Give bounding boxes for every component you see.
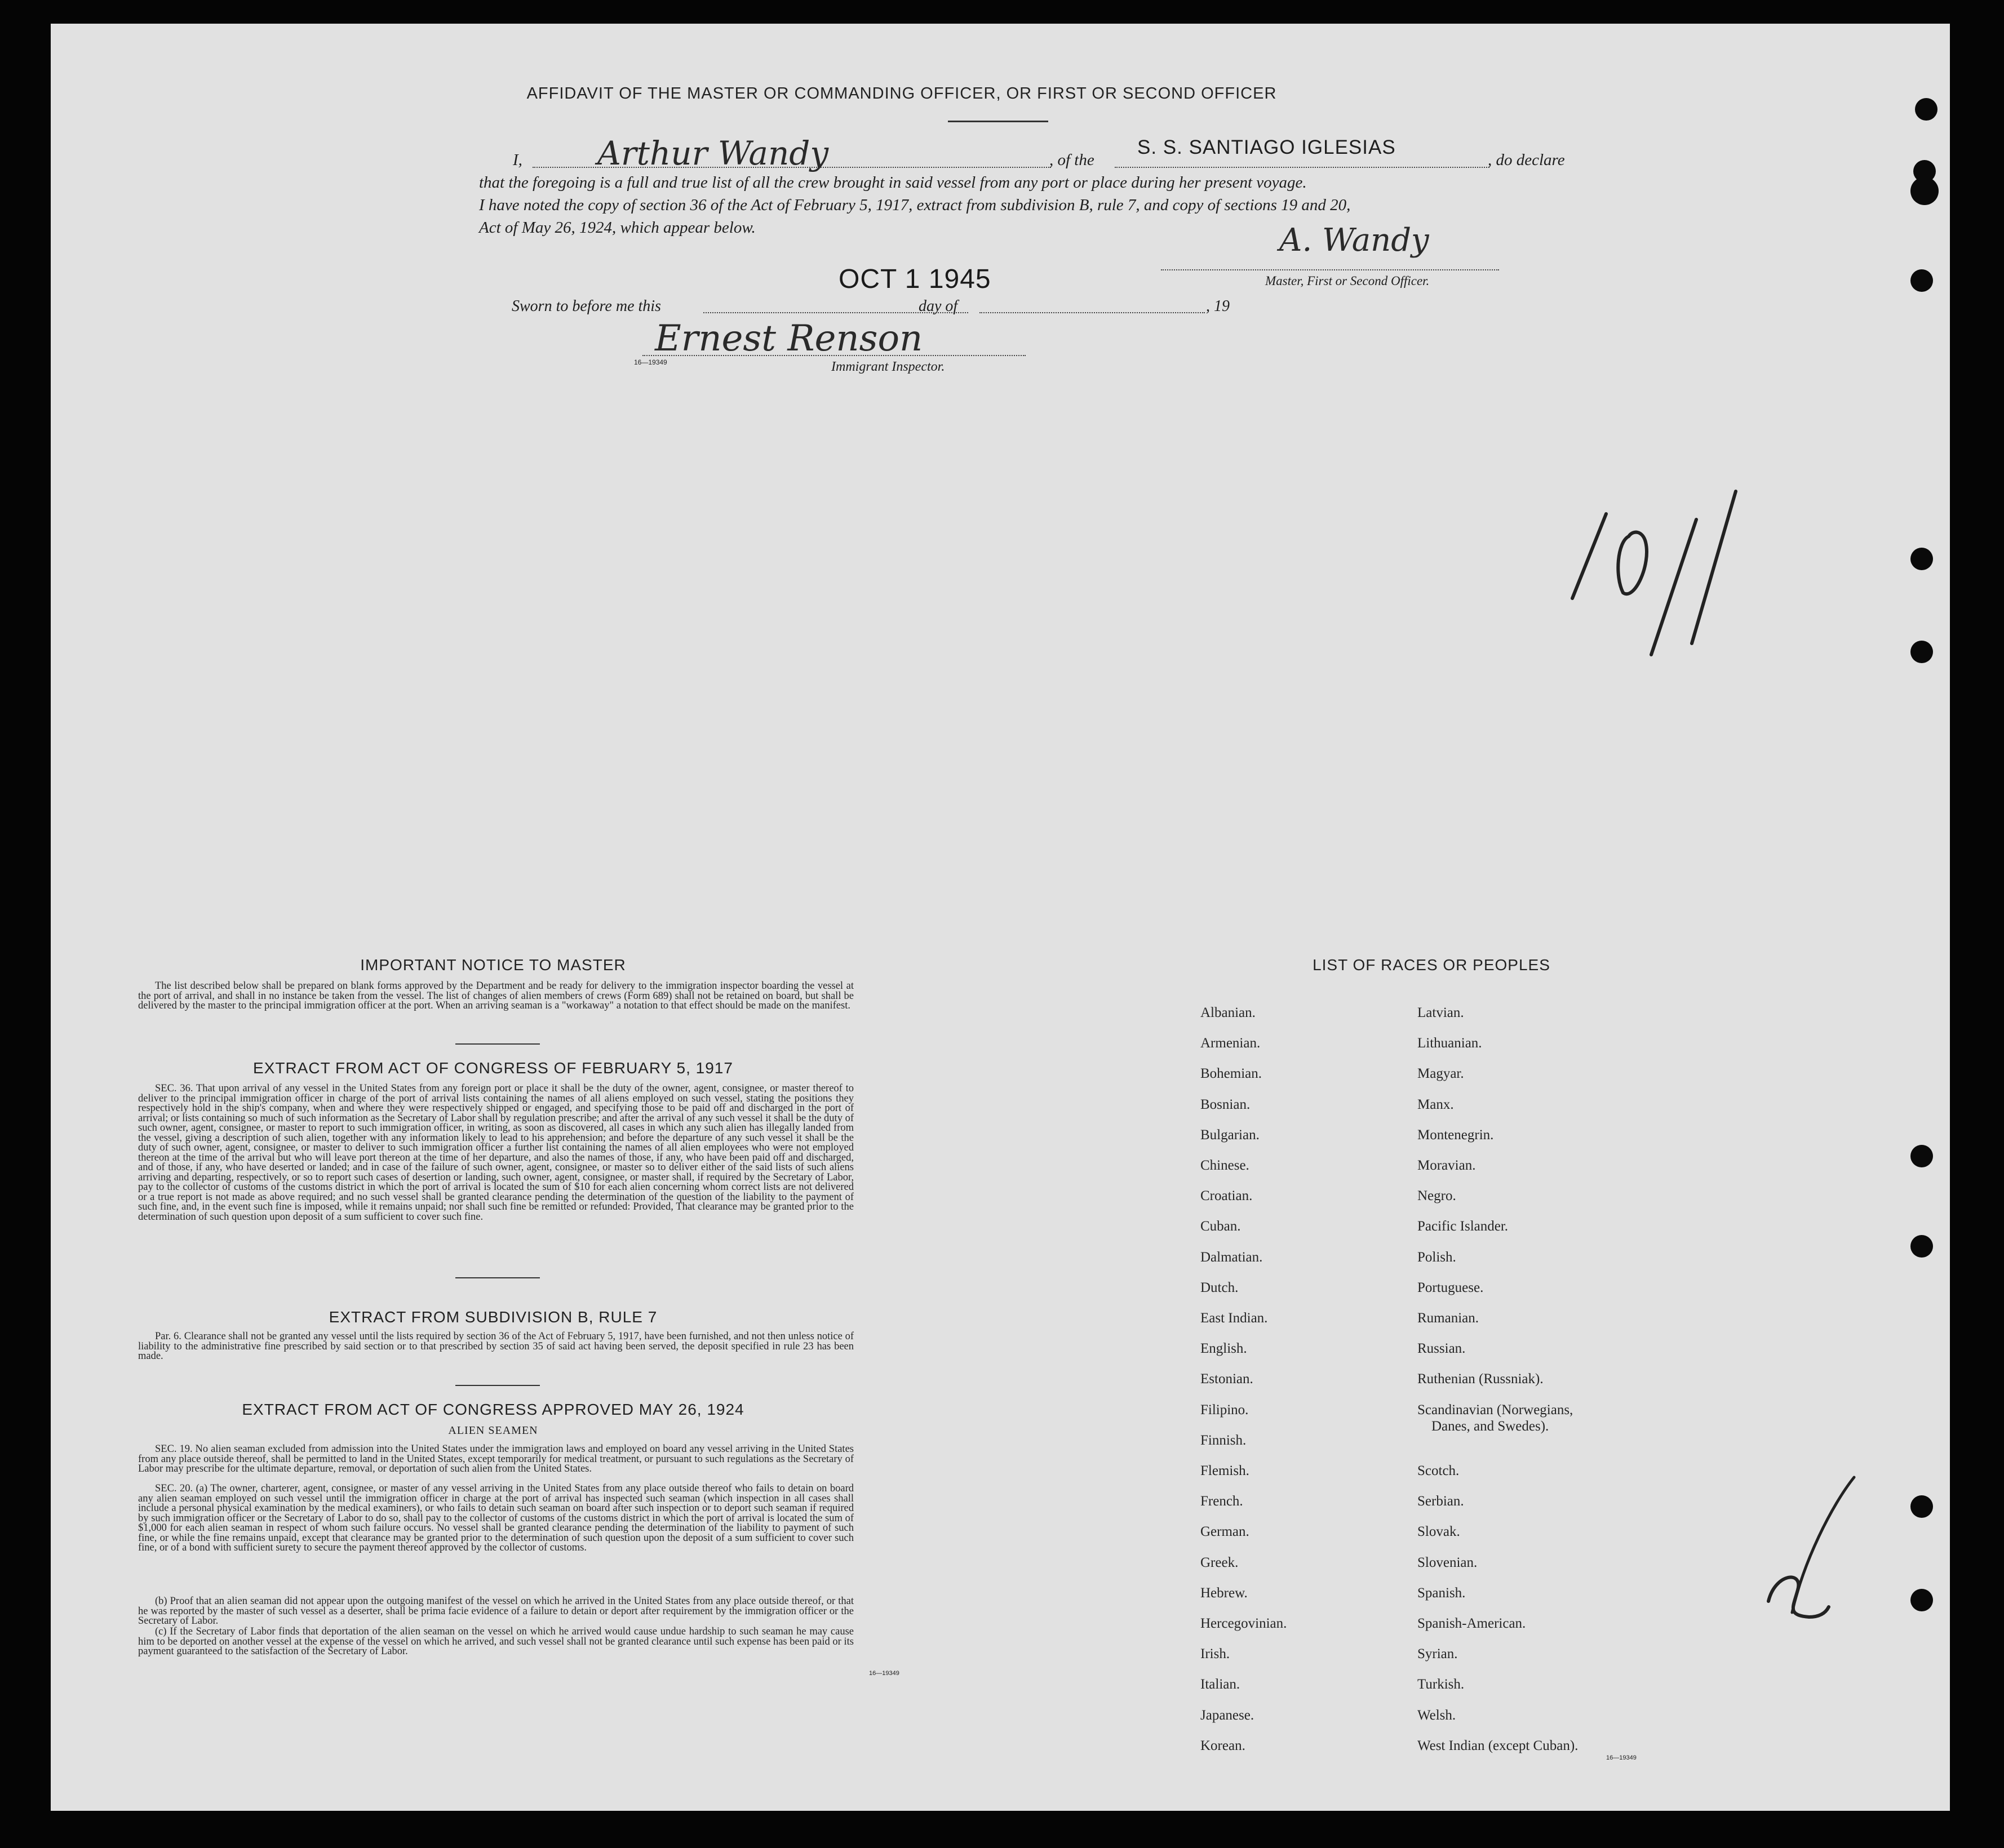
punch-hole — [1910, 1495, 1933, 1518]
race-item: Finnish. — [1200, 1432, 1247, 1448]
race-item: West Indian (except Cuban). — [1417, 1738, 1579, 1753]
sec-20a-body: SEC. 20. (a) The owner, charterer, agent, consignee, or master of any vessel arriving in the United States from any place outside thereof who fails to detain on board any alien seaman employed on such vessel until the immigration officer in charge at the port of arrival has inspected such seaman (which inspection in all cases shall include a personal physical examination by the medical examiners), or who fails to detain such seaman on board after such inspection or to deport such seaman if required by such immigration officer or the Secretary of Labor to do so, shall pay to the collector of customs of the customs district in which the port of arrival is located the sum of $1,000 for each alien seaman in respect of whom such failure occurs. No vessel shall be granted clearance pending the determination of the liability to payment of such fine, or while the fine remains unpaid, except that clearance may be granted prior to the determination of such question upon the deposit of a sum sufficient to cover such fine, or of a bond with sufficient surety to secure the payment thereof approved by the collector of customs. — [138, 1483, 854, 1553]
rule-7-body: Par. 6. Clearance shall not be granted any vessel until the lists required by section 36 of the Act of February 5, 1917, have been furnished, and not then unless notice of liability to the administrative fine prescribed by said section or to that prescribed by section 35 of said act having been served, the deposit specified in rule 23 has been made. — [138, 1331, 854, 1362]
race-item: Magyar. — [1417, 1066, 1464, 1082]
race-item: Pacific Islander. — [1417, 1219, 1509, 1234]
race-item: Chinese. — [1200, 1158, 1249, 1173]
race-item: Rumanian. — [1417, 1311, 1479, 1326]
race-item: Korean. — [1200, 1738, 1245, 1753]
race-item: Filipino. — [1200, 1402, 1249, 1418]
race-item: Armenian. — [1200, 1036, 1261, 1051]
extract-1924-title: EXTRACT FROM ACT OF CONGRESS APPROVED MAY 26, 1924 — [242, 1401, 744, 1418]
extract-1917-title: EXTRACT FROM ACT OF CONGRESS OF FEBRUARY 5, 1917 — [253, 1059, 733, 1077]
race-item: German. — [1200, 1524, 1249, 1540]
race-item: Slovak. — [1417, 1524, 1460, 1540]
sec-19-body: SEC. 19. No alien seaman excluded from admission into the United States under the immigration laws and employed on board any vessel arriving in the United States from any place outside thereof, shall be permitted to land in the United States, except temporarily for medical treatment, or pursuant to such regulations as the Secretary of Labor may prescribe for the ultimate departure, removal, or deportation of such alien from the United States. — [138, 1443, 854, 1474]
alien-seamen-subtitle: ALIEN SEAMEN — [448, 1424, 538, 1437]
race-item: Spanish-American. — [1417, 1616, 1526, 1631]
race-item: English. — [1200, 1341, 1247, 1357]
affidavit-i-label: I, — [513, 151, 522, 169]
race-item: Hebrew. — [1200, 1585, 1248, 1601]
race-item: Bulgarian. — [1200, 1127, 1260, 1143]
race-item: Portuguese. — [1417, 1280, 1484, 1295]
day-of-label: day of — [919, 297, 958, 315]
rule-7-title: EXTRACT FROM SUBDIVISION B, RULE 7 — [329, 1308, 658, 1326]
sworn-month-line — [979, 312, 1205, 313]
notice-body: The list described below shall be prepared on blank forms approved by the Department and be ready for delivery to the immigration inspector boarding the vessel at the port of arrival, and shall in no instance be taken from the vessel. The list of changes of alien members of crews (Form 689) shall not be retained on board, but shall be delivered by the master to the principal immigration officer at the port. When an arriving seaman is a "workaway" a notation to that effect should be made on the manifest. — [138, 980, 854, 1011]
race-item: Flemish. — [1200, 1463, 1249, 1478]
race-item: Scotch. — [1417, 1463, 1460, 1478]
race-item: Lithuanian. — [1417, 1036, 1482, 1051]
race-item: Moravian. — [1417, 1158, 1476, 1173]
race-item: Montenegrin. — [1417, 1127, 1494, 1143]
race-item: Scandinavian (Norwegians, — [1417, 1402, 1573, 1418]
race-item: Polish. — [1417, 1249, 1456, 1265]
punch-hole — [1915, 98, 1938, 121]
races-title: LIST OF RACES OR PEOPLES — [1313, 956, 1550, 974]
sec-20c-body: (c) If the Secretary of Labor finds that deportation of the alien seaman on the vessel on which he arrived would cause undue hardship to such seaman he may cause him to be deported on another vessel at the expense of the vessel on which he arrived, and such vessel shall not be granted clearance until such expense has been paid or its payment guaranteed to the satisfaction of the Secretary of Labor. — [138, 1626, 854, 1657]
race-item: Dutch. — [1200, 1280, 1239, 1295]
race-item: Negro. — [1417, 1188, 1456, 1204]
sworn-label: Sworn to before me this — [512, 297, 661, 315]
race-item: Spanish. — [1417, 1585, 1466, 1601]
do-declare-label: , do declare — [1488, 151, 1565, 169]
race-item: Dalmatian. — [1200, 1249, 1263, 1265]
race-item: Italian. — [1200, 1677, 1240, 1692]
form-number: 16—19349 — [1606, 1754, 1637, 1761]
race-item: Serbian. — [1417, 1494, 1464, 1509]
master-line — [1161, 269, 1499, 270]
inspector-caption: Immigrant Inspector. — [831, 359, 945, 374]
form-number: 16—19349 — [869, 1670, 899, 1677]
punch-hole — [1910, 177, 1939, 205]
inspector-signature: Ernest Renson — [655, 318, 923, 359]
vessel-name: S. S. SANTIAGO IGLESIAS — [1137, 136, 1396, 158]
divider — [455, 1043, 540, 1045]
race-item: Bohemian. — [1200, 1066, 1262, 1082]
race-item: Albanian. — [1200, 1005, 1256, 1020]
affidavit-title: AFFIDAVIT OF THE MASTER OR COMMANDING OFFICER, OR FIRST OR SECOND OFFICER — [526, 85, 1277, 103]
punch-hole — [1910, 1235, 1933, 1258]
race-item: French. — [1200, 1494, 1243, 1509]
affidavit-line-3: I have noted the copy of section 36 of the Act of February 5, 1917, extract from subdivision B, rule 7, and copy of sections 19 and 20, — [479, 196, 1351, 214]
race-item: Slovenian. — [1417, 1554, 1478, 1570]
affidavit-line-4: Act of May 26, 1924, which appear below. — [479, 219, 756, 237]
punch-hole — [1910, 641, 1933, 663]
year-label: , 19 — [1206, 297, 1230, 315]
race-item: Danes, and Swedes). — [1431, 1419, 1549, 1434]
divider — [455, 1277, 540, 1278]
race-item: Ruthenian (Russniak). — [1417, 1371, 1544, 1387]
divider — [948, 121, 1048, 122]
race-item: Croatian. — [1200, 1188, 1253, 1204]
punch-hole — [1910, 1145, 1933, 1167]
race-item: Latvian. — [1417, 1005, 1464, 1020]
divider — [455, 1385, 540, 1386]
form-number: 16—19349 — [634, 358, 667, 366]
punch-hole — [1910, 1589, 1933, 1611]
race-item: Syrian. — [1417, 1646, 1458, 1662]
inspector-line — [642, 355, 1026, 356]
race-item: Manx. — [1417, 1096, 1454, 1112]
race-item: Irish. — [1200, 1646, 1230, 1662]
race-item: Greek. — [1200, 1554, 1239, 1570]
vessel-line — [1115, 167, 1489, 168]
of-the-label: , of the — [1049, 151, 1094, 169]
handwritten-page-mark — [1561, 463, 1786, 683]
punch-hole — [1910, 548, 1933, 570]
race-item: East Indian. — [1200, 1311, 1268, 1326]
race-item: Welsh. — [1417, 1707, 1456, 1723]
race-item: Japanese. — [1200, 1707, 1254, 1723]
affidavit-line-2: that the foregoing is a full and true list of all the crew brought in said vessel from any port or place during her present voyage. — [479, 174, 1307, 192]
master-caption: Master, First or Second Officer. — [1265, 274, 1430, 288]
date-stamp: OCT 1 1945 — [839, 264, 991, 294]
race-item: Estonian. — [1200, 1371, 1253, 1387]
extract-1917-body: SEC. 36. That upon arrival of any vessel in the United States from any foreign port or place it shall be the duty of the owner, agent, consignee, or master thereof to deliver to the principal immigration officer in charge of the port of arrival lists containing the names of all aliens employed on such vessel, stating the positions they respectively hold in the ship's company, when and where they were respectively shipped or engaged, and specifying those to be paid off and discharged in the port of arrival; or lists containing so much of such information as the Secretary of Labor shall by regulation prescribe; and after the arrival of any such vessel it shall be the duty of such owner, agent, consignee, or master to report to such immigration officer, in writing, as soon as discovered, all cases in which any such alien has illegally landed from the vessel, giving a description of such alien, together with any information likely to lead to his apprehension; and before the departure of any such vessel it shall be the duty of such owner, agent, consignee, or master to deliver to such immigration officer a further list containing the names of all alien employees who were not employed thereon at the time of the arrival but who will leave port thereon at the time of her departure, and also the names of those, if any, who have been paid off and discharged, and of those, if any, who have deserted or landed; and in case of the failure of such owner, agent, consignee, or master so to deliver either of the said lists of such aliens arriving and departing, respectively, or so to report such cases of desertion or landing, such owner, agent, consignee, or master shall, if required by the Secretary of Labor, pay to the collector of customs of the customs district in which the port of arrival is located the sum of $10 for each alien concerning whom correct lists are not delivered or a true report is not made as above required; and no such vessel shall be granted clearance pending the determination of the question of the liability to the payment of such fine, and, in the event such fine is imposed, while it remains unpaid; nor shall such fine be remitted or refunded: Provided, That clearance may be granted prior to the determination of such question upon deposit of a sum sufficient to cover such fine. — [138, 1083, 854, 1223]
race-item: Cuban. — [1200, 1219, 1241, 1234]
race-item: Russian. — [1417, 1341, 1466, 1357]
sec-20b-body: (b) Proof that an alien seaman did not appear upon the outgoing manifest of the vessel on which he arrived in the United States from any place outside thereof, or that he was reported by the master of such vessel as a deserter, shall be prima facie evidence of a failure to detain or deport after requirement by the immigration officer or the Secretary of Labor. — [138, 1596, 854, 1627]
document-page — [51, 24, 1950, 1811]
punch-hole — [1910, 269, 1933, 292]
handwritten-numeral-mark — [1758, 1472, 1860, 1629]
master-name-signature: Arthur Wandy — [597, 134, 829, 172]
race-item: Bosnian. — [1200, 1096, 1251, 1112]
race-item: Hercegovinian. — [1200, 1616, 1287, 1631]
race-item: Turkish. — [1417, 1677, 1465, 1692]
notice-title: IMPORTANT NOTICE TO MASTER — [360, 956, 626, 974]
officer-signature: A. Wandy — [1279, 222, 1429, 259]
